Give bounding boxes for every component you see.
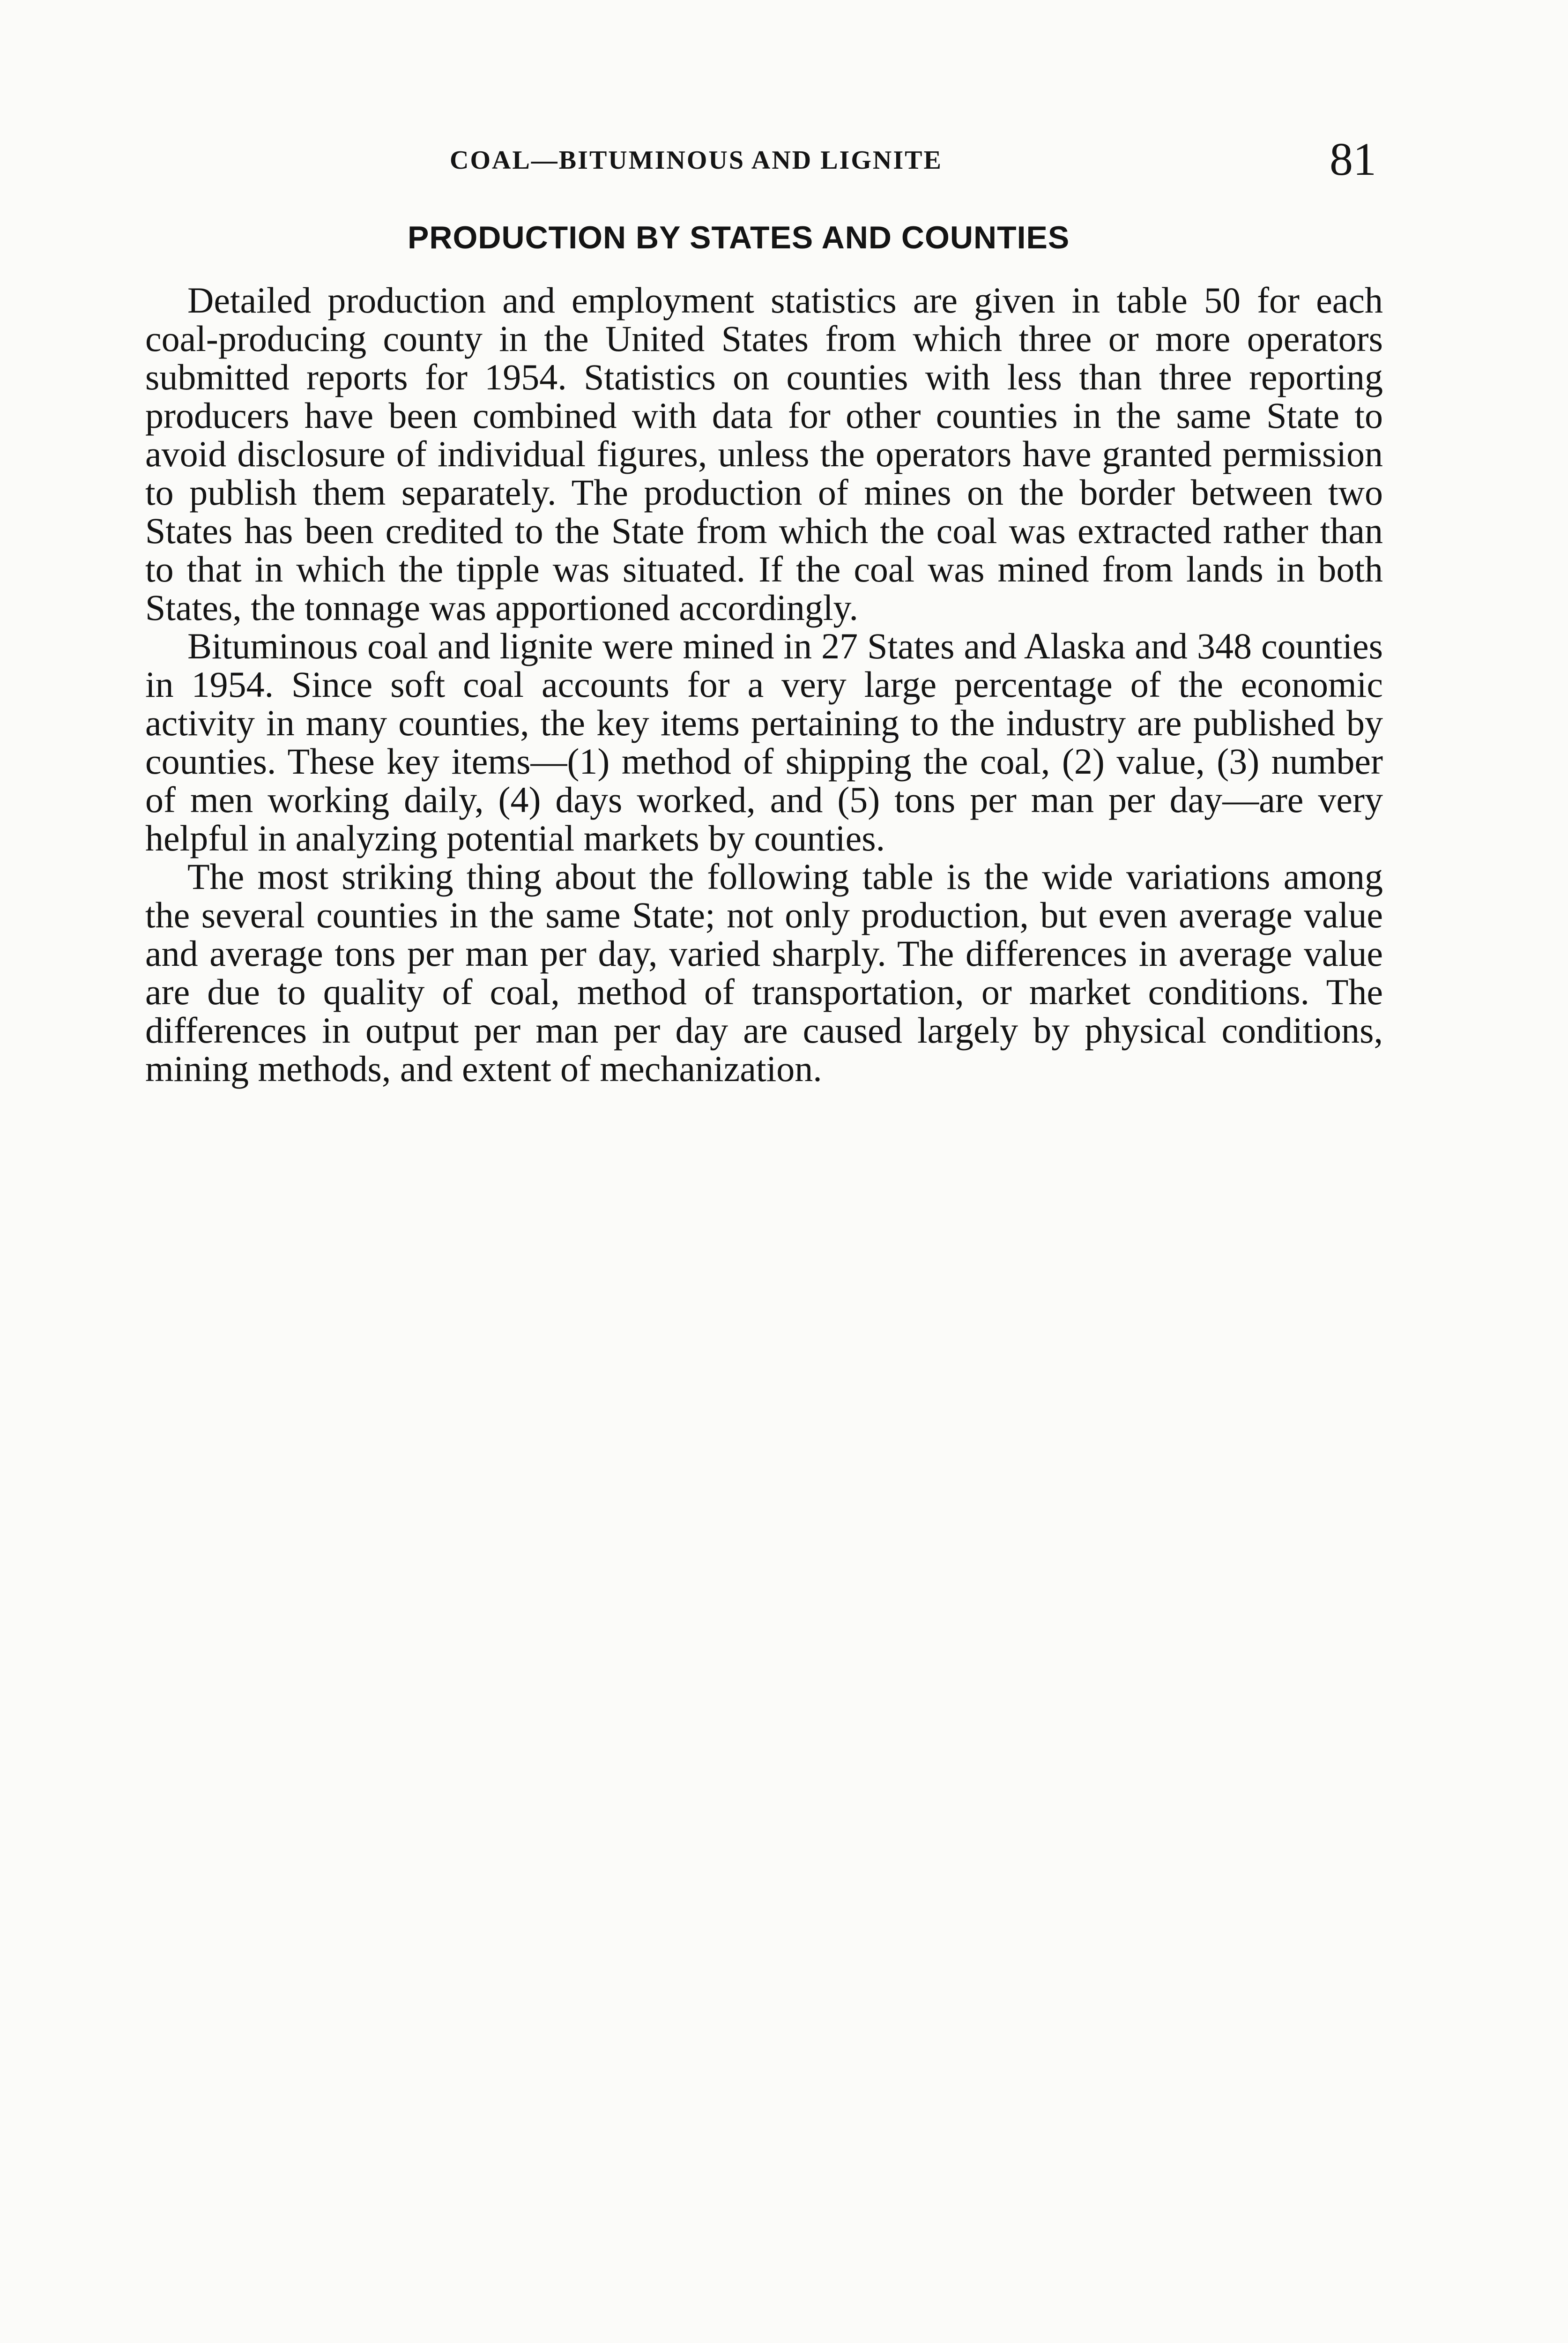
paragraph-production-statistics: Detailed production and employment statistics are given in table 50 for each coal-producing county in the United States from which three or more operators submitted reports for 1954. Statistics on counties with less than three reporting producers have been combined with data for other counties in the same State to avoid disclosure of individual figures, unless the operators have granted permission to publish them separately. The production of mines on the border between two States has been credited to the State from which the coal was extracted rather than to that in which the tipple was situated. If the coal was mined from lands in both States, the tonnage was apportioned accordingly. [145,280,1383,628]
running-header [0,133,1568,187]
page-number: 81 [1330,133,1376,185]
paragraph-variations: The most striking thing about the following table is the wide variations among the several counties in the same State; not only production, but even average value and average tons per man per day, varied sharply. The differences in average value are due to quality of coal, method of transportation, or market conditions. The differences in output per man per day are caused largely by physical conditions, mining methods, and extent of mechanization. [145,856,1383,1089]
body-text [145,281,1383,1088]
paragraph-states-and-counties: Bituminous coal and lignite were mined in 27 States and Alaska and 348 counties in 1954. Since soft coal accounts for a very large percentage of the economic activity in many counties, the key items pertaining to the industry are published by counties. These key items—(1) method of shipping the coal, (2) value, (3) number of men working daily, (4) days worked, and (5) tons per man per day—are very helpful in analyzing potential markets by counties. [145,626,1383,858]
section-heading: PRODUCTION BY STATES AND COUNTIES [408,220,1070,255]
running-title: COAL—BITUMINOUS AND LIGNITE [450,146,943,175]
